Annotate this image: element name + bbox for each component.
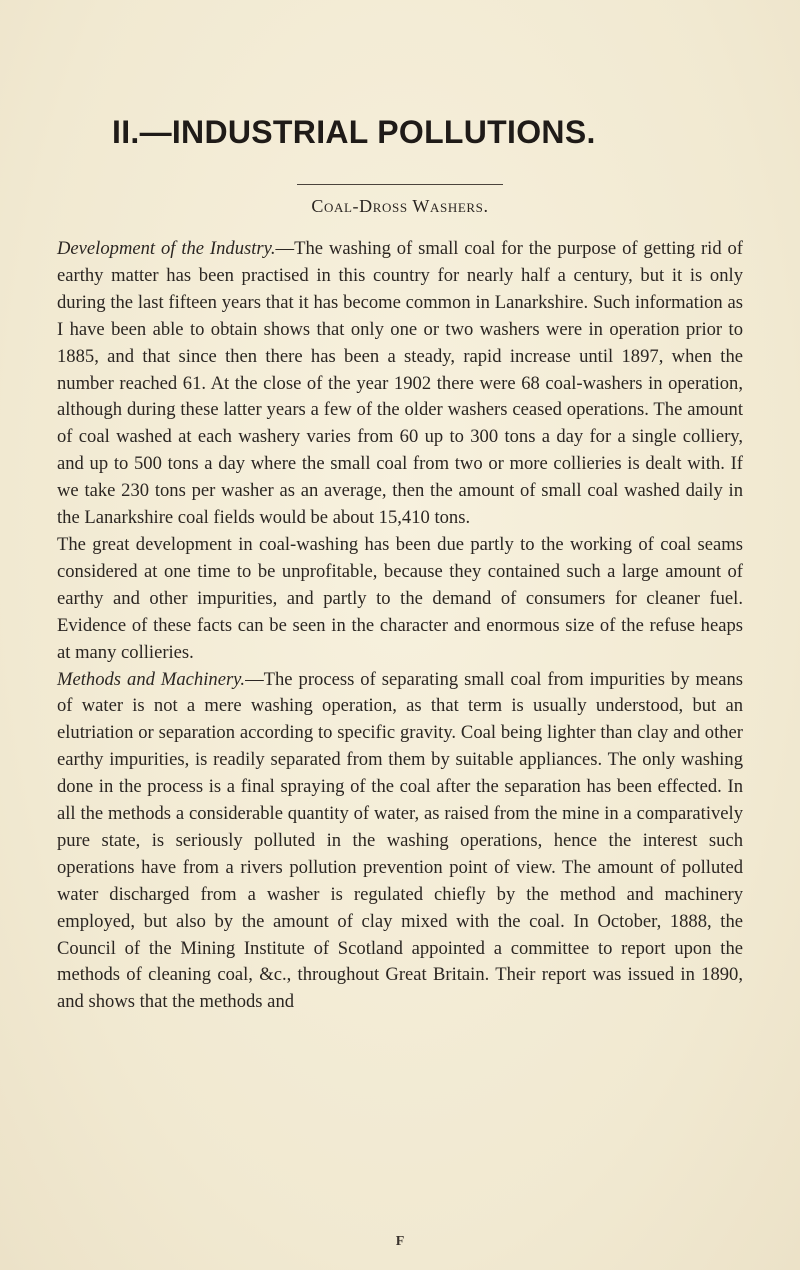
paragraph-lead-development: Development of the Industry. bbox=[57, 238, 276, 259]
paragraph-development bbox=[57, 236, 743, 532]
paragraph-text: The washing of small coal for the purpose of getting rid of earthy matter has been practised in this country for nearly half a century, but it is only during the last fifteen years that it has become common in Lanarkshire. Such information as I have been able to obtain shows that only one or two washers were in operation prior to 1885, and that since then there has been a steady, rapid increase until 1897, when the number reached 61. At the close of the year 1902 there were 68 coal-washers in operation, although during these latter years a few of the older washers ceased operations. The amount of coal washed at each washery varies from 60 up to 300 tons a day for a single colliery, and up to 500 tons a day where the small coal from two or more collieries is dealt with. If we take 230 tons per washer as an average, then the amount of small coal washed daily in the Lanarkshire coal fields would be about 15,410 tons. bbox=[57, 238, 743, 529]
paragraph-methods bbox=[57, 667, 743, 1017]
paragraph-great-development bbox=[57, 532, 743, 667]
paragraph-dash: — bbox=[245, 668, 264, 690]
body-text bbox=[57, 236, 743, 1016]
section-heading: II.—INDUSTRIAL POLLUTIONS. bbox=[112, 114, 596, 150]
signature-mark: F bbox=[395, 1234, 405, 1249]
subsection-title: Coal-Dross Washers. bbox=[311, 196, 489, 216]
paragraph-text: The process of separating small coal from impurities by means of water is not a mere washing operation, as that term is usually understood, but an elutriation or separation according to specific gravity. Coal being lighter than clay and other earthy impurities, is readily separated from them by suitable appliances. The only washing done in the process is a final spraying of the coal after the separation has been effected. In all the methods a considerable quantity of water, as raised from the mine in a comparatively pure state, is seriously polluted in the washing operations, hence the interest such operations have from a rivers pollution prevention point of view. The amount of polluted water discharged from a washer is regulated chiefly by the method and machinery employed, but also by the amount of clay mixed with the coal. In October, 1888, the Council of the Mining Institute of Scotland appointed a committee to report upon the methods of cleaning coal, &c., throughout Great Britain. Their report was issued in 1890, and shows that the methods and bbox=[57, 668, 743, 1013]
heading-divider bbox=[297, 184, 503, 185]
paragraph-text: The great development in coal-washing has been due partly to the working of coal seams considered at one time to be unprofitable, because they contained such a large amount of earthy and other impurities, and partly to the demand of consumers for cleaner fuel. Evidence of these facts can be seen in the character and enormous size of the refuse heaps at many collieries. bbox=[57, 533, 743, 663]
paragraph-dash: — bbox=[275, 238, 295, 259]
paragraph-lead-methods: Methods and Machinery. bbox=[57, 668, 246, 690]
